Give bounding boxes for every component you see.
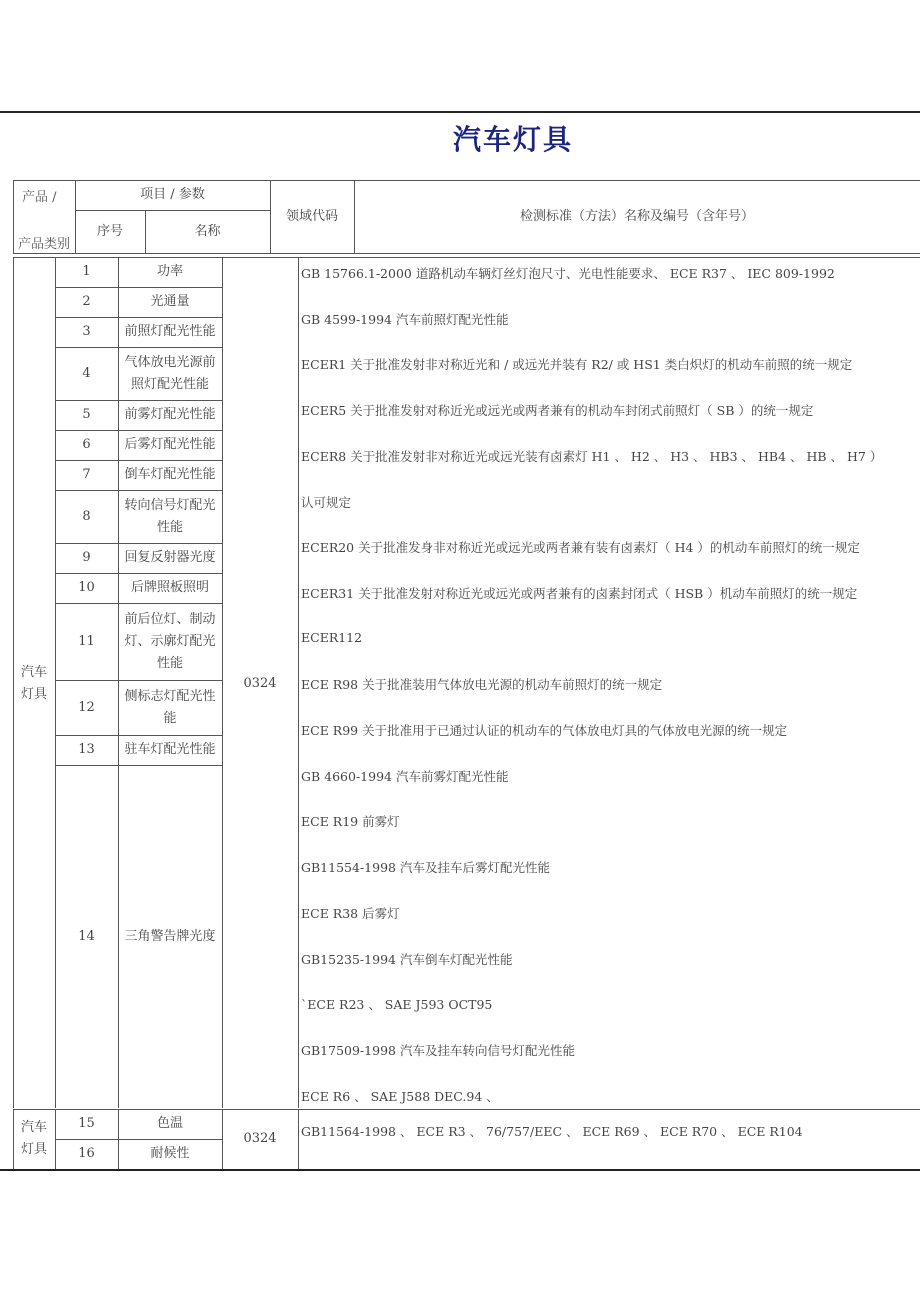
group1-code: 0324 xyxy=(243,676,277,691)
group2-col-d xyxy=(298,1109,299,1169)
group1-category: 汽车灯具 xyxy=(21,665,48,702)
group1-row-no: 4 xyxy=(82,365,91,381)
page-title: 汽车灯具 xyxy=(452,123,573,156)
group1-standard-line: ECE R98 关于批准装用气体放电光源的机动车前照灯的统一规定 xyxy=(301,677,663,693)
group1-row-no: 9 xyxy=(82,550,91,565)
group1-standard-line: ECE R19 前雾灯 xyxy=(301,814,400,830)
group2-standard-line: GB11564-1998 、 ECE R3 、 76/757/EEC 、 ECE R69 、 ECE R70 、 ECE R104 xyxy=(301,1124,803,1139)
group1-standard-line: `ECE R23 、 SAE J593 OCT95 xyxy=(301,997,493,1013)
group1-standard-line: ECER5 关于批准发射对称近光或远光或两者兼有的机动车封闭式前照灯（ SB ）的统一规定 xyxy=(301,403,814,419)
top-rule xyxy=(0,111,920,113)
group1-standard-line: ECE R99 关于批准用于已通过认证的机动车的气体放电灯具的气体放电光源的统一规定 xyxy=(301,723,788,738)
group1-row-name: 后雾灯配光性能 xyxy=(124,437,216,452)
group1-row-name: 后牌照板照明 xyxy=(130,580,209,595)
group1-row-name: 前照灯配光性能 xyxy=(124,324,216,339)
bottom-rule xyxy=(0,1169,920,1171)
group1-row-no: 5 xyxy=(82,407,91,422)
group1-row-no: 7 xyxy=(82,467,91,482)
group1-row-no: 3 xyxy=(82,324,91,339)
group2-name: 耐候性 xyxy=(150,1146,190,1161)
header-name: 名称 xyxy=(194,224,221,239)
group1-row-name: 功率 xyxy=(156,264,183,279)
group1-row-no: 14 xyxy=(78,928,95,944)
group1-row-no: 10 xyxy=(78,580,95,595)
header-seq: 序号 xyxy=(96,224,123,239)
group1-standard-line: ECER8 关于批准发射非对称近光或远光装有卤素灯 H1 、 H2 、 H3 、 HB3 、 HB4 、 HB 、 H7 ） xyxy=(301,448,883,464)
group1-row-no: 6 xyxy=(82,437,91,452)
group1-standard-line: GB 15766.1-2000 道路机动车辆灯丝灯泡尺寸、光电性能要求、 ECE R37 、 IEC 809-1992 xyxy=(301,266,835,281)
group1-standard-line: GB11554-1998 汽车及挂车后雾灯配光性能 xyxy=(301,860,550,876)
group1-row-no: 12 xyxy=(78,699,95,715)
group2-no: 16 xyxy=(78,1146,95,1161)
header-product-category: 产品类别 xyxy=(18,237,71,252)
group1-standard-line: ECE R6 、 SAE J588 DEC.94 、 xyxy=(301,1088,499,1104)
group1-standard-line: 认可规定 xyxy=(301,494,352,510)
group1-row-no: 11 xyxy=(78,633,95,649)
group1-standard-line: GB 4660-1994 汽车前雾灯配光性能 xyxy=(301,768,509,784)
group1-row-name: 转向信号灯配光性能 xyxy=(124,497,216,535)
header-domain-code: 领域代码 xyxy=(285,209,338,224)
group1-row-name: 光通量 xyxy=(150,294,190,309)
group1-standard-line: ECER1 关于批准发射非对称近光和 / 或远光并装有 R2/ 或 HS1 类白炽灯的机动车前照的统一规定 xyxy=(301,357,853,373)
group2-name: 色温 xyxy=(156,1116,183,1131)
group1-standard-line: ECER112 xyxy=(301,629,363,645)
header-standard: 检测标准（方法）名称及编号（含年号） xyxy=(519,209,754,224)
group2-code: 0324 xyxy=(243,1131,277,1146)
group1-row-no: 2 xyxy=(82,294,91,309)
group1-row-name: 三角警告牌光度 xyxy=(124,928,216,944)
group2-no: 15 xyxy=(78,1116,95,1131)
group1-row-no: 13 xyxy=(78,742,95,757)
group1-row-name: 前后位灯、制动灯、示廓灯配光性能 xyxy=(124,611,216,671)
group1-standard-line: GB17509-1998 汽车及挂车转向信号灯配光性能 xyxy=(301,1042,575,1058)
group1-col-d xyxy=(298,257,299,1108)
group1-row-name: 回复反射器光度 xyxy=(124,550,216,565)
group1-row-name: 前雾灯配光性能 xyxy=(124,407,216,422)
header-product: 产品 / xyxy=(22,190,57,205)
group1-standard-line: ECER31 关于批准发射对称近光或远光或两者兼有的卤素封闭式（ HSB ）机动车前照灯的统一规定 xyxy=(301,585,858,601)
group1-row-name: 驻车灯配光性能 xyxy=(124,742,216,757)
group1-row-no: 1 xyxy=(82,264,91,279)
group1-standard-line: GB 4599-1994 汽车前照灯配光性能 xyxy=(301,311,509,327)
group1-row-name: 气体放电光源前照灯配光性能 xyxy=(124,354,216,392)
group1-row-no: 8 xyxy=(82,508,91,524)
group1-row-name: 倒车灯配光性能 xyxy=(124,467,216,482)
header-item-param: 项目 / 参数 xyxy=(140,187,205,202)
group1-standard-line: ECER20 关于批准发身非对称近光或远光或两者兼有装有卤素灯（ H4 ）的机动车前照灯的统一规定 xyxy=(301,540,860,556)
group1-standard-line: ECE R38 后雾灯 xyxy=(301,905,400,921)
group1-standard-line: GB15235-1994 汽车倒车灯配光性能 xyxy=(301,951,513,967)
group2-category: 汽车灯具 xyxy=(21,1120,48,1157)
group1-row-name: 侧标志灯配光性能 xyxy=(124,688,216,726)
